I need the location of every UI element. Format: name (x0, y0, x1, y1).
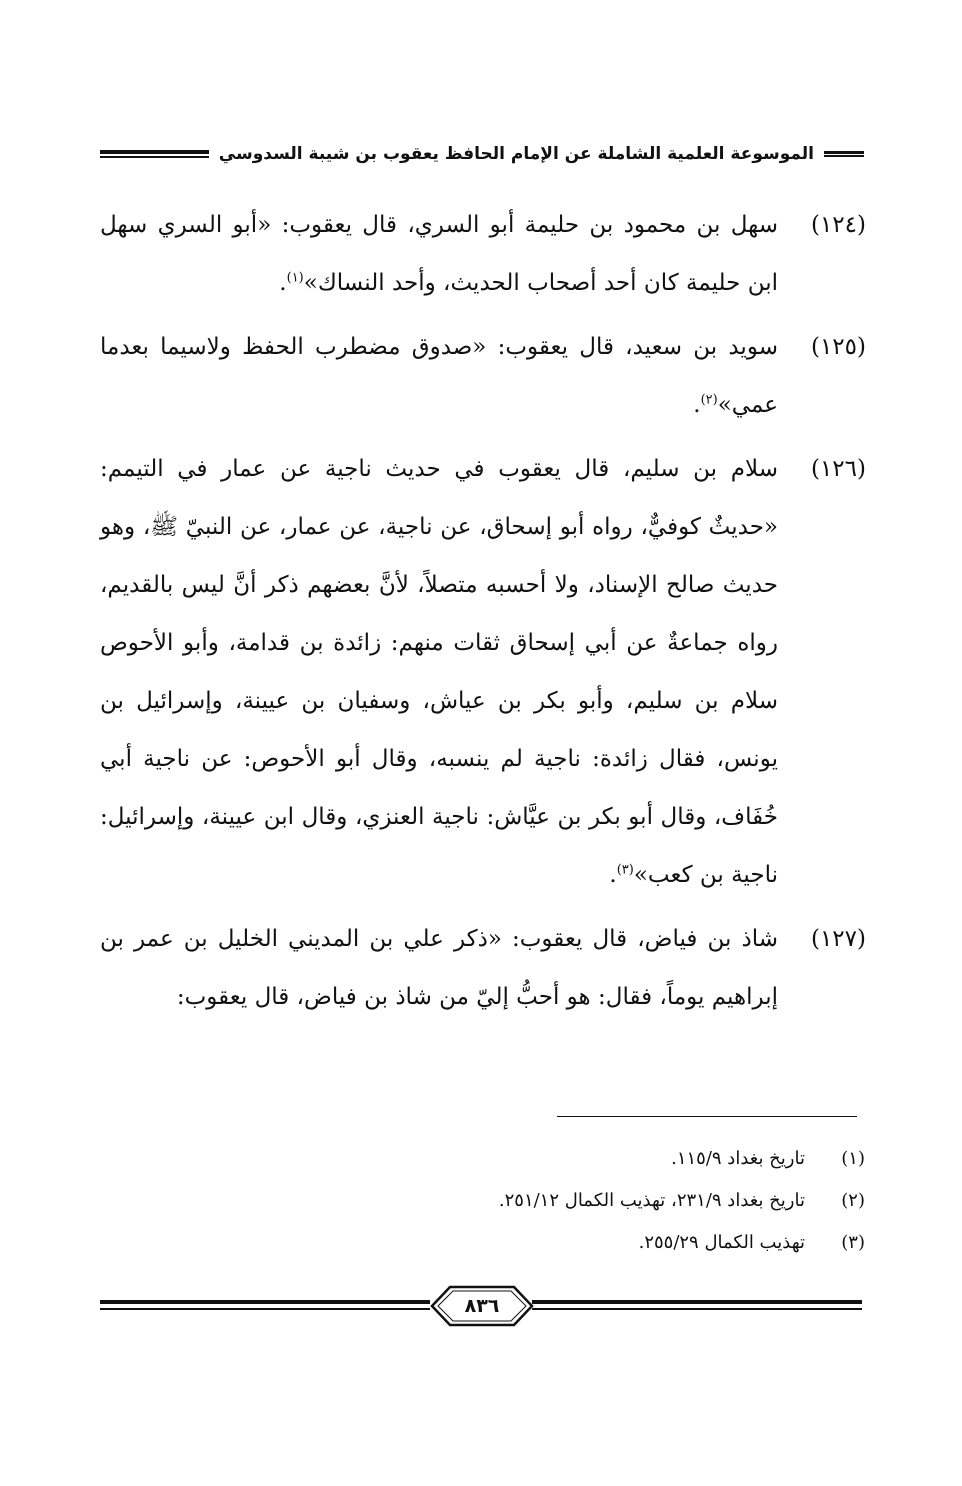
entry-tail: . (279, 270, 287, 296)
footnote-number: (٣) (841, 1232, 865, 1253)
entry-125 (100, 318, 866, 434)
footer-rule-left (100, 1300, 430, 1310)
header-title: الموسوعة العلمية الشاملة عن الإمام الحافظ يعقوب بن شيبة السدوسي (218, 144, 814, 164)
page-number: ٨٣٦ (464, 1295, 500, 1317)
entries-list (100, 196, 866, 1032)
footnote-ref: (٣) (616, 862, 634, 878)
footnote-text: تهذيب الكمال ٢٥٥/٢٩. (638, 1232, 805, 1253)
footnotes-list (300, 1138, 865, 1264)
entry-text (100, 196, 778, 312)
footnote-text: تاريخ بغداد ١١٥/٩. (671, 1148, 805, 1169)
running-header (100, 138, 864, 170)
footnote-3 (300, 1222, 865, 1264)
entry-number: (١٢٦) (810, 456, 866, 482)
entry-text (100, 910, 778, 1026)
footnote-number: (١) (841, 1148, 865, 1169)
footnote-separator (557, 1116, 857, 1117)
entry-tail: . (609, 862, 617, 888)
entry-number: (١٢٤) (810, 212, 866, 238)
entry-124 (100, 196, 866, 312)
entry-body: سهل بن محمود بن حليمة أبو السري، قال يعقوب: «أبو السري سهل ابن حليمة كان أحد أصحاب الحديث، وأحد النساك» (100, 212, 778, 296)
entry-text (100, 318, 778, 434)
footer-rule-right (532, 1300, 862, 1310)
entry-body: سويد بن سعيد، قال يعقوب: «صدوق مضطرب الحفظ ولاسيما بعدما عمي» (100, 334, 778, 418)
entry-text (100, 440, 778, 904)
footnote-2 (300, 1180, 865, 1222)
entry-body: شاذ بن فياض، قال يعقوب: «ذكر علي بن المديني الخليل بن عمر بن إبراهيم يوماً، فقال: هو أحبُّ إليّ من شاذ بن فياض، قال يعقوب: (100, 926, 778, 1010)
footnote-ref: (١) (286, 270, 304, 286)
footnote-1 (300, 1138, 865, 1180)
entry-number: (١٢٧) (810, 926, 866, 952)
entry-body: سلام بن سليم، قال يعقوب في حديث ناجية عن عمار في التيمم: «حديثٌ كوفيٌّ، رواه أبو إسحاق، عن ناجية، عن عمار، عن النبيّ ﷺ، وهو حديث صالح الإسناد، ولا أحسبه متصلاً، لأنَّ بعضهم ذكر أنَّ ليس بالقديم، رواه جماعةٌ عن أبي إسحاق ثقات منهم: زائدة بن قدامة، وأبو الأحوص سلام بن سليم، وأبو بكر بن عياش، وسفيان بن عيينة، وإسرائيل بن يونس، فقال زائدة: ناجية لم ينسبه، وقال أبو الأحوص: عن ناجية أبي خُفَاف، وقال أبو بكر بن عيَّاش: ناجية العنزي، وقال ابن عيينة، وإسرائيل: ناجية بن كعب» (100, 456, 778, 888)
page-number-badge (416, 1284, 548, 1328)
footnote-ref: (٢) (700, 392, 718, 408)
entry-tail: . (693, 392, 701, 418)
header-rule-short (824, 151, 864, 157)
footnote-number: (٢) (841, 1190, 865, 1211)
entry-number: (١٢٥) (810, 334, 866, 360)
header-rule-long (100, 150, 209, 158)
entry-126 (100, 440, 866, 904)
footer-rule (100, 1284, 862, 1328)
entry-127 (100, 910, 866, 1026)
footnote-text: تاريخ بغداد ٢٣١/٩، تهذيب الكمال ٢٥١/١٢. (498, 1190, 805, 1211)
